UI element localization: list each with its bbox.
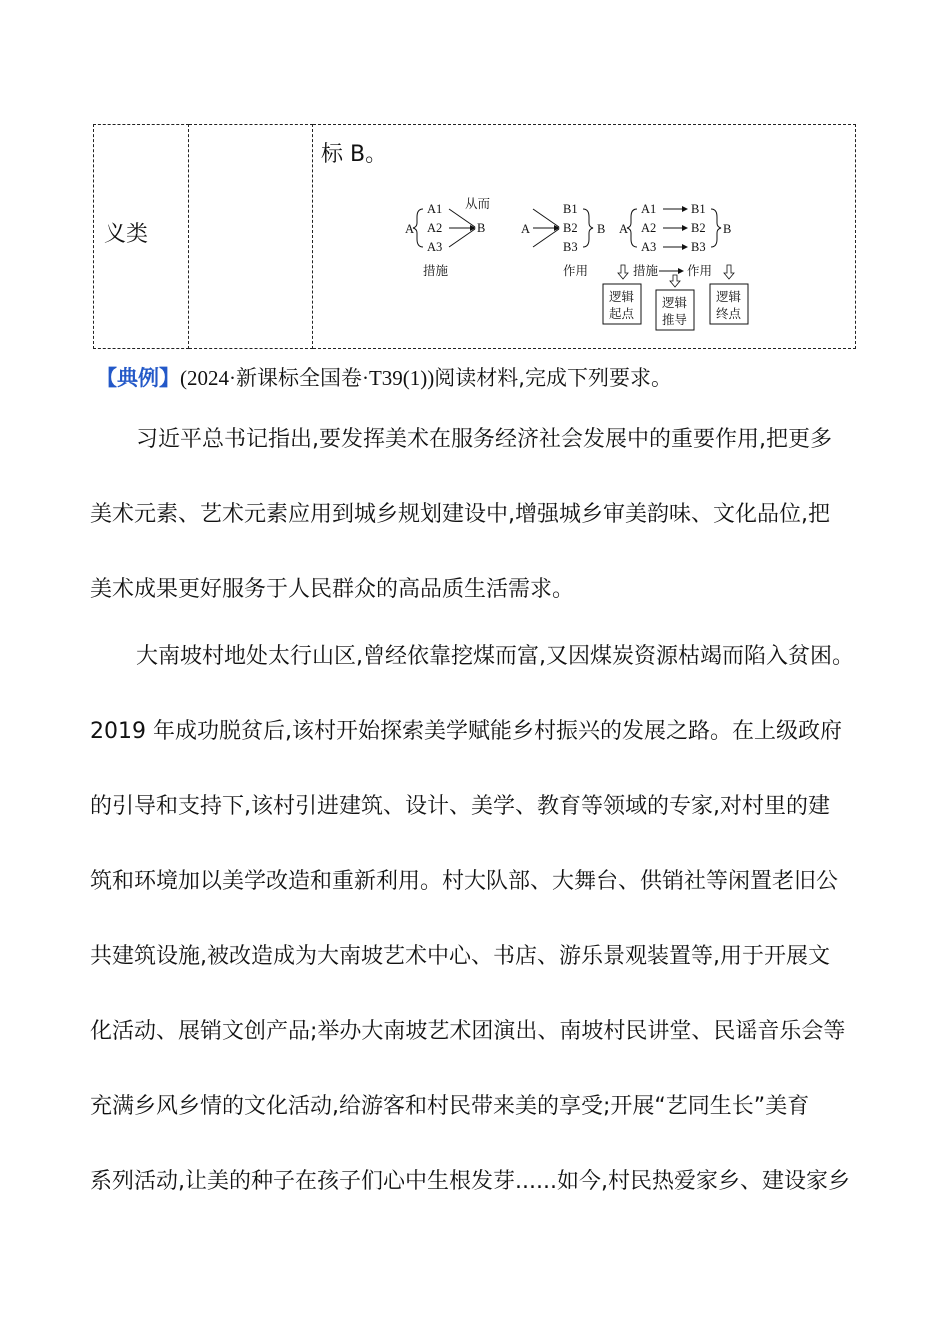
- example-instruction: 阅读材料,完成下列要求。: [434, 366, 672, 390]
- material-paragraph-1: [90, 402, 870, 627]
- p2-line: 化活动、展销文创产品;举办大南坡艺术团演出、南坡村民讲堂、民谣音乐会等: [90, 1019, 846, 1044]
- d1-a2: A2: [427, 221, 443, 235]
- d3-a2: A2: [641, 221, 657, 235]
- category-cell: [93, 124, 189, 349]
- content-cell: [313, 124, 856, 349]
- category-label: 义类: [104, 222, 149, 247]
- d1-line3: [449, 229, 475, 247]
- logic-diagram: [403, 193, 763, 333]
- p2-line: 系列活动,让美的种子在孩子们心中生根发芽......如今,村民热爱家乡、建设家乡: [90, 1169, 850, 1194]
- d2-brace: [583, 209, 593, 247]
- empty-cell: [189, 124, 313, 349]
- d2-b2: B2: [563, 221, 578, 235]
- logic-start-line2: 起点: [609, 306, 635, 321]
- p2-line: 2019 年成功脱贫后,该村开始探索美学赋能乡村振兴的发展之路。在上级政府: [90, 719, 842, 744]
- logic-derive-arrow-icon: [670, 275, 680, 287]
- d1-measures-label: 措施: [423, 263, 449, 278]
- d3-measures-label: 措施: [633, 263, 659, 278]
- summary-table: [93, 124, 856, 349]
- d3-right-brace: [711, 209, 721, 247]
- p2-line: 充满乡风乡情的文化活动,给游客和村民带来美的享受;开展“艺同生长”美育: [90, 1094, 810, 1119]
- d1-line1: [449, 209, 475, 227]
- d3-left-brace: [627, 209, 637, 247]
- example-tag: 【典例】: [96, 366, 180, 390]
- d1-brace: [413, 209, 423, 247]
- logic-derive-line1: 逻辑: [662, 295, 688, 310]
- d1-a1: A1: [427, 202, 443, 216]
- material-paragraph-2: [90, 619, 870, 1219]
- p2-line: 的引导和支持下,该村引进建筑、设计、美学、教育等领域的专家,对村里的建: [90, 794, 830, 819]
- logic-start-line1: 逻辑: [609, 289, 635, 304]
- d3-b1: B1: [691, 202, 706, 216]
- logic-start-arrow-icon: [618, 265, 628, 279]
- combined-diagram: [603, 202, 748, 330]
- d1-a3: A3: [427, 240, 443, 254]
- d3-effect-label: 作用: [687, 263, 713, 278]
- d1-a-label: A: [405, 222, 415, 236]
- p2-line: 大南坡村地处太行山区,曾经依靠挖煤而富,又因煤炭资源枯竭而陷入贫困。: [136, 644, 854, 669]
- d3-a-label: A: [619, 222, 629, 236]
- cell-text: 标 B。: [321, 142, 388, 167]
- example-heading: [96, 362, 672, 392]
- d3-a3: A3: [641, 240, 657, 254]
- d3-a1: A1: [641, 202, 657, 216]
- d3-b-label: B: [723, 222, 732, 236]
- d2-a-label: A: [521, 222, 531, 236]
- p1-line: 美术元素、艺术元素应用到城乡规划建设中,增强城乡审美韵味、文化品位,把: [90, 502, 830, 527]
- p1-line: 习近平总书记指出,要发挥美术在服务经济社会发展中的重要作用,把更多: [136, 427, 832, 452]
- logic-end-arrow-icon: [724, 265, 734, 279]
- example-source: (2024·新课标全国卷·T39(1)): [180, 366, 435, 390]
- d3-b3: B3: [691, 240, 706, 254]
- measures-diagram: [405, 196, 490, 278]
- d3-b2: B2: [691, 221, 706, 235]
- logic-end-line2: 终点: [716, 306, 742, 321]
- effect-diagram: [521, 202, 605, 278]
- d2-line3: [533, 229, 559, 247]
- d2-b1: B1: [563, 202, 578, 216]
- logic-end-line1: 逻辑: [716, 289, 742, 304]
- p1-line: 美术成果更好服务于人民群众的高品质生活需求。: [90, 577, 575, 602]
- d2-effect-label: 作用: [563, 263, 589, 278]
- d2-line1: [533, 209, 559, 227]
- d1-b-label: B: [477, 221, 486, 235]
- d2-b3: B3: [563, 240, 578, 254]
- d1-fan-label: 从而: [465, 196, 491, 211]
- logic-derive-line2: 推导: [662, 312, 688, 327]
- p2-line: 共建筑设施,被改造成为大南坡艺术中心、书店、游乐景观装置等,用于开展文: [90, 944, 830, 969]
- p2-line: 筑和环境加以美学改造和重新利用。村大队部、大舞台、供销社等闲置老旧公: [90, 869, 839, 894]
- d2-b-label: B: [597, 222, 606, 236]
